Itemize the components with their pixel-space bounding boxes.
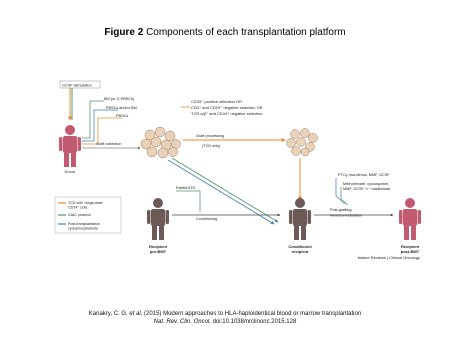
methotrexate-sub: MMF, GCSF +/− basiliximab xyxy=(343,187,391,191)
pbsc-label: PBSCs xyxy=(116,114,129,118)
methotrexate-label: Methotrexate, cyclosporine, xyxy=(343,182,390,186)
legend-label-giac: GIAC protocol xyxy=(68,213,91,217)
citation-line-1 xyxy=(0,311,450,317)
post-grafting-label: Post-grafting xyxy=(330,208,352,212)
conditioned-recipient-figure xyxy=(289,198,311,240)
legend-label-ptcy-sub: cyclophosphamide xyxy=(68,226,98,231)
rabbit-atg-label: Rabbit ATG xyxy=(176,186,196,190)
processed-cells-cluster xyxy=(287,129,318,157)
journal-credit: Nature Reviews | Clinical Oncology xyxy=(357,255,420,260)
bm-line xyxy=(82,101,104,138)
graft-processing-sub: (TCD only) xyxy=(202,144,221,148)
graft-processing-label: Graft processing xyxy=(196,134,224,138)
donor-figure xyxy=(59,125,81,167)
post-grafting-sub: immunomodulation xyxy=(330,213,363,218)
rabbit-atg-line xyxy=(176,191,200,212)
selection-line-1: CD34⁺ positive selection OR xyxy=(191,99,243,104)
selection-line-3: TCR α/β⁺ and CD19⁺ negative selection xyxy=(191,111,263,116)
figure-title-text: Components of each transplantation platform xyxy=(146,27,346,38)
recipient-post-figure xyxy=(399,198,421,240)
citation-doi: doi:10.1038/nrclinonc.2015.128 xyxy=(210,319,297,325)
green-infusion-arrow xyxy=(172,158,278,222)
blue-infusion-arrow xyxy=(168,160,274,224)
recipient-pre-sub: pre-BMT xyxy=(149,249,167,254)
citation-etal: et al. xyxy=(129,311,143,317)
graft-cells-cluster xyxy=(141,127,181,158)
bm-label: BM (or G-PBSCs) xyxy=(104,97,135,101)
pbsc-bm-line xyxy=(82,110,118,141)
conditioned-sub: recipient xyxy=(291,249,309,254)
citation-journal: Nat. Rev. Clin. Oncol. xyxy=(153,319,211,325)
legend xyxy=(55,197,121,233)
selection-line-2: CD3⁺ and CD19⁺ negative selection OR xyxy=(191,105,263,110)
donor-label: Donor xyxy=(64,169,76,174)
recipient-post-label: Recipient xyxy=(400,244,420,249)
citation-line-2 xyxy=(0,319,450,325)
conditioning-label: Conditioning xyxy=(196,217,218,221)
figure-label: Figure 2 xyxy=(104,27,144,38)
pbsc-bm-label: PBSCs and/or BM xyxy=(106,106,137,110)
gcsf-label: GCSF stimulation xyxy=(62,83,92,88)
conditioned-label: Conditioned xyxy=(288,244,312,249)
citation-authors: Kanakry, C. G. xyxy=(88,311,130,317)
legend-label-ptcy: Post-transplantation xyxy=(68,222,100,226)
graft-collection-label: Graft collection xyxy=(96,142,122,146)
legend-label-tcd-sub: CD34⁺ cells xyxy=(68,205,88,210)
recipient-pre-figure xyxy=(147,198,169,240)
ptcy-label: PTCy, tacrolimus, MMF, GCSF xyxy=(338,173,390,177)
pbsc-line xyxy=(82,118,122,144)
recipient-post-sub: post-BMT xyxy=(400,249,420,254)
legend-label-tcd: TCD with ‘mega-dose’ xyxy=(68,201,104,205)
citation-title: (2015) Modern approaches to HLA-haploidentical blood or marrow transplantation xyxy=(142,311,362,317)
recipient-pre-label: Recipient xyxy=(148,244,168,249)
